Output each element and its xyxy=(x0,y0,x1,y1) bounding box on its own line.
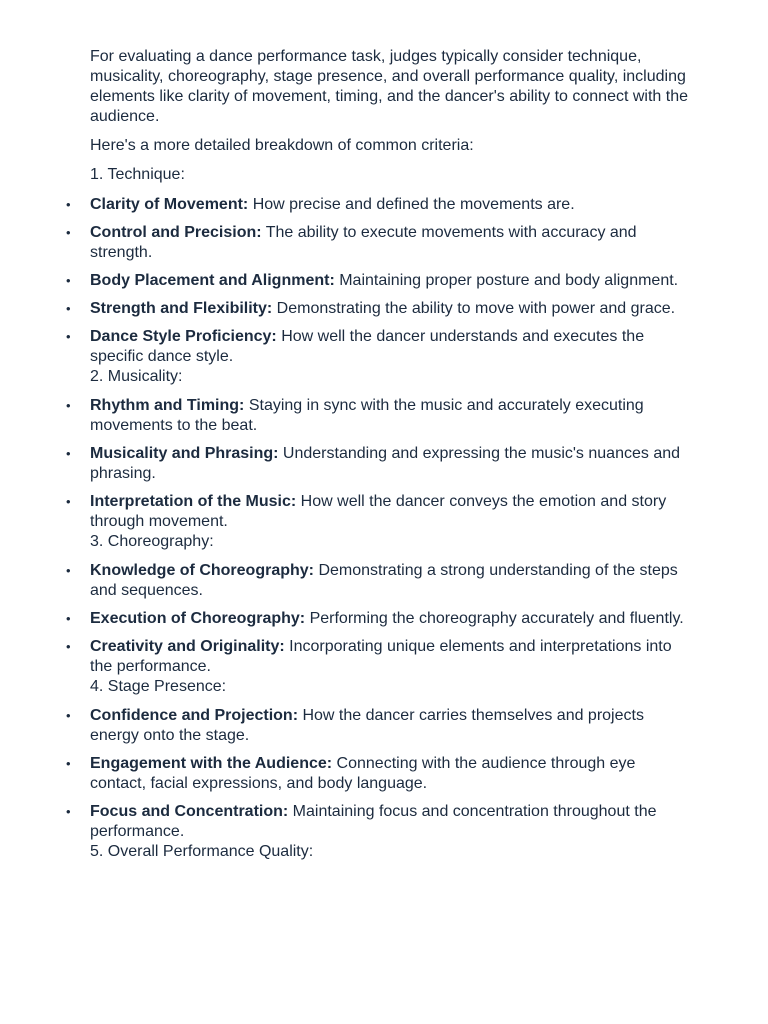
list-item xyxy=(90,492,690,532)
criterion-description: How the dancer carries themselves and projects energy onto the stage. xyxy=(90,707,644,744)
section-heading-musicality: 2. Musicality: xyxy=(90,368,183,385)
section-heading-overall-quality: 5. Overall Performance Quality: xyxy=(90,843,314,860)
list-item xyxy=(90,561,690,601)
criterion-description: The ability to execute movements with accuracy and strength. xyxy=(90,224,637,261)
section-heading-stage-presence: 4. Stage Presence: xyxy=(90,678,227,695)
criterion-term: Creativity and Originality: xyxy=(90,638,285,655)
criterion-term: Musicality and Phrasing: xyxy=(90,445,279,462)
list-item xyxy=(90,802,690,842)
criterion-term: Rhythm and Timing: xyxy=(90,397,245,414)
criterion-description: How precise and defined the movements are. xyxy=(248,196,575,213)
criterion-description: Incorporating unique elements and interpretations into the performance. xyxy=(90,638,672,675)
criterion-description: Maintaining focus and concentration throughout the performance. xyxy=(90,803,657,840)
criterion-term: Control and Precision: xyxy=(90,224,262,241)
technique-criteria-list xyxy=(90,195,690,367)
list-item xyxy=(90,444,690,484)
criterion-term: Body Placement and Alignment: xyxy=(90,272,335,289)
criterion-description: Connecting with the audience through eye contact, facial expressions, and body language. xyxy=(90,755,636,792)
criterion-term: Focus and Concentration: xyxy=(90,803,289,820)
criterion-description: Understanding and expressing the music's nuances and phrasing. xyxy=(90,445,681,482)
list-item xyxy=(90,637,690,677)
list-item xyxy=(90,299,690,319)
criterion-term: Clarity of Movement: xyxy=(90,196,249,213)
criterion-description: Staying in sync with the music and accurately executing movements to the beat. xyxy=(90,397,644,434)
criterion-term: Execution of Choreography: xyxy=(90,610,306,627)
criterion-term: Interpretation of the Music: xyxy=(90,493,297,510)
criterion-description: How well the dancer conveys the emotion and story through movement. xyxy=(90,493,667,530)
list-item xyxy=(90,223,690,263)
musicality-criteria-list xyxy=(90,396,690,532)
criterion-description: Demonstrating the ability to move with power and grace. xyxy=(272,300,676,317)
list-item xyxy=(90,754,690,794)
criterion-description: How well the dancer understands and executes the specific dance style. xyxy=(90,328,645,365)
criterion-description: Demonstrating a strong understanding of the steps and sequences. xyxy=(90,562,678,599)
criterion-term: Knowledge of Choreography: xyxy=(90,562,314,579)
criterion-term: Confidence and Projection: xyxy=(90,707,299,724)
list-item xyxy=(90,195,690,215)
criterion-description: Maintaining proper posture and body alignment. xyxy=(334,272,679,289)
choreography-criteria-list xyxy=(90,561,690,677)
list-item xyxy=(90,396,690,436)
criterion-term: Engagement with the Audience: xyxy=(90,755,333,772)
list-item xyxy=(90,327,690,367)
criterion-description: Performing the choreography accurately and fluently. xyxy=(305,610,684,627)
section-heading-choreography: 3. Choreography: xyxy=(90,533,214,550)
criterion-term: Dance Style Proficiency: xyxy=(90,328,277,345)
list-item xyxy=(90,706,690,746)
intro-paragraph: For evaluating a dance performance task, judges typically consider technique, musicality, choreography, stage presence, and overall performance quality, including elements like clarity of movement, timing, and the dancer's ability to connect with the audience. xyxy=(90,48,689,125)
list-item xyxy=(90,609,690,629)
list-item xyxy=(90,271,690,291)
stage-presence-criteria-list xyxy=(90,706,690,842)
section-heading-technique: 1. Technique: xyxy=(90,166,185,183)
breakdown-lead: Here's a more detailed breakdown of common criteria: xyxy=(90,137,474,154)
document-body xyxy=(90,47,690,862)
criterion-term: Strength and Flexibility: xyxy=(90,300,273,317)
